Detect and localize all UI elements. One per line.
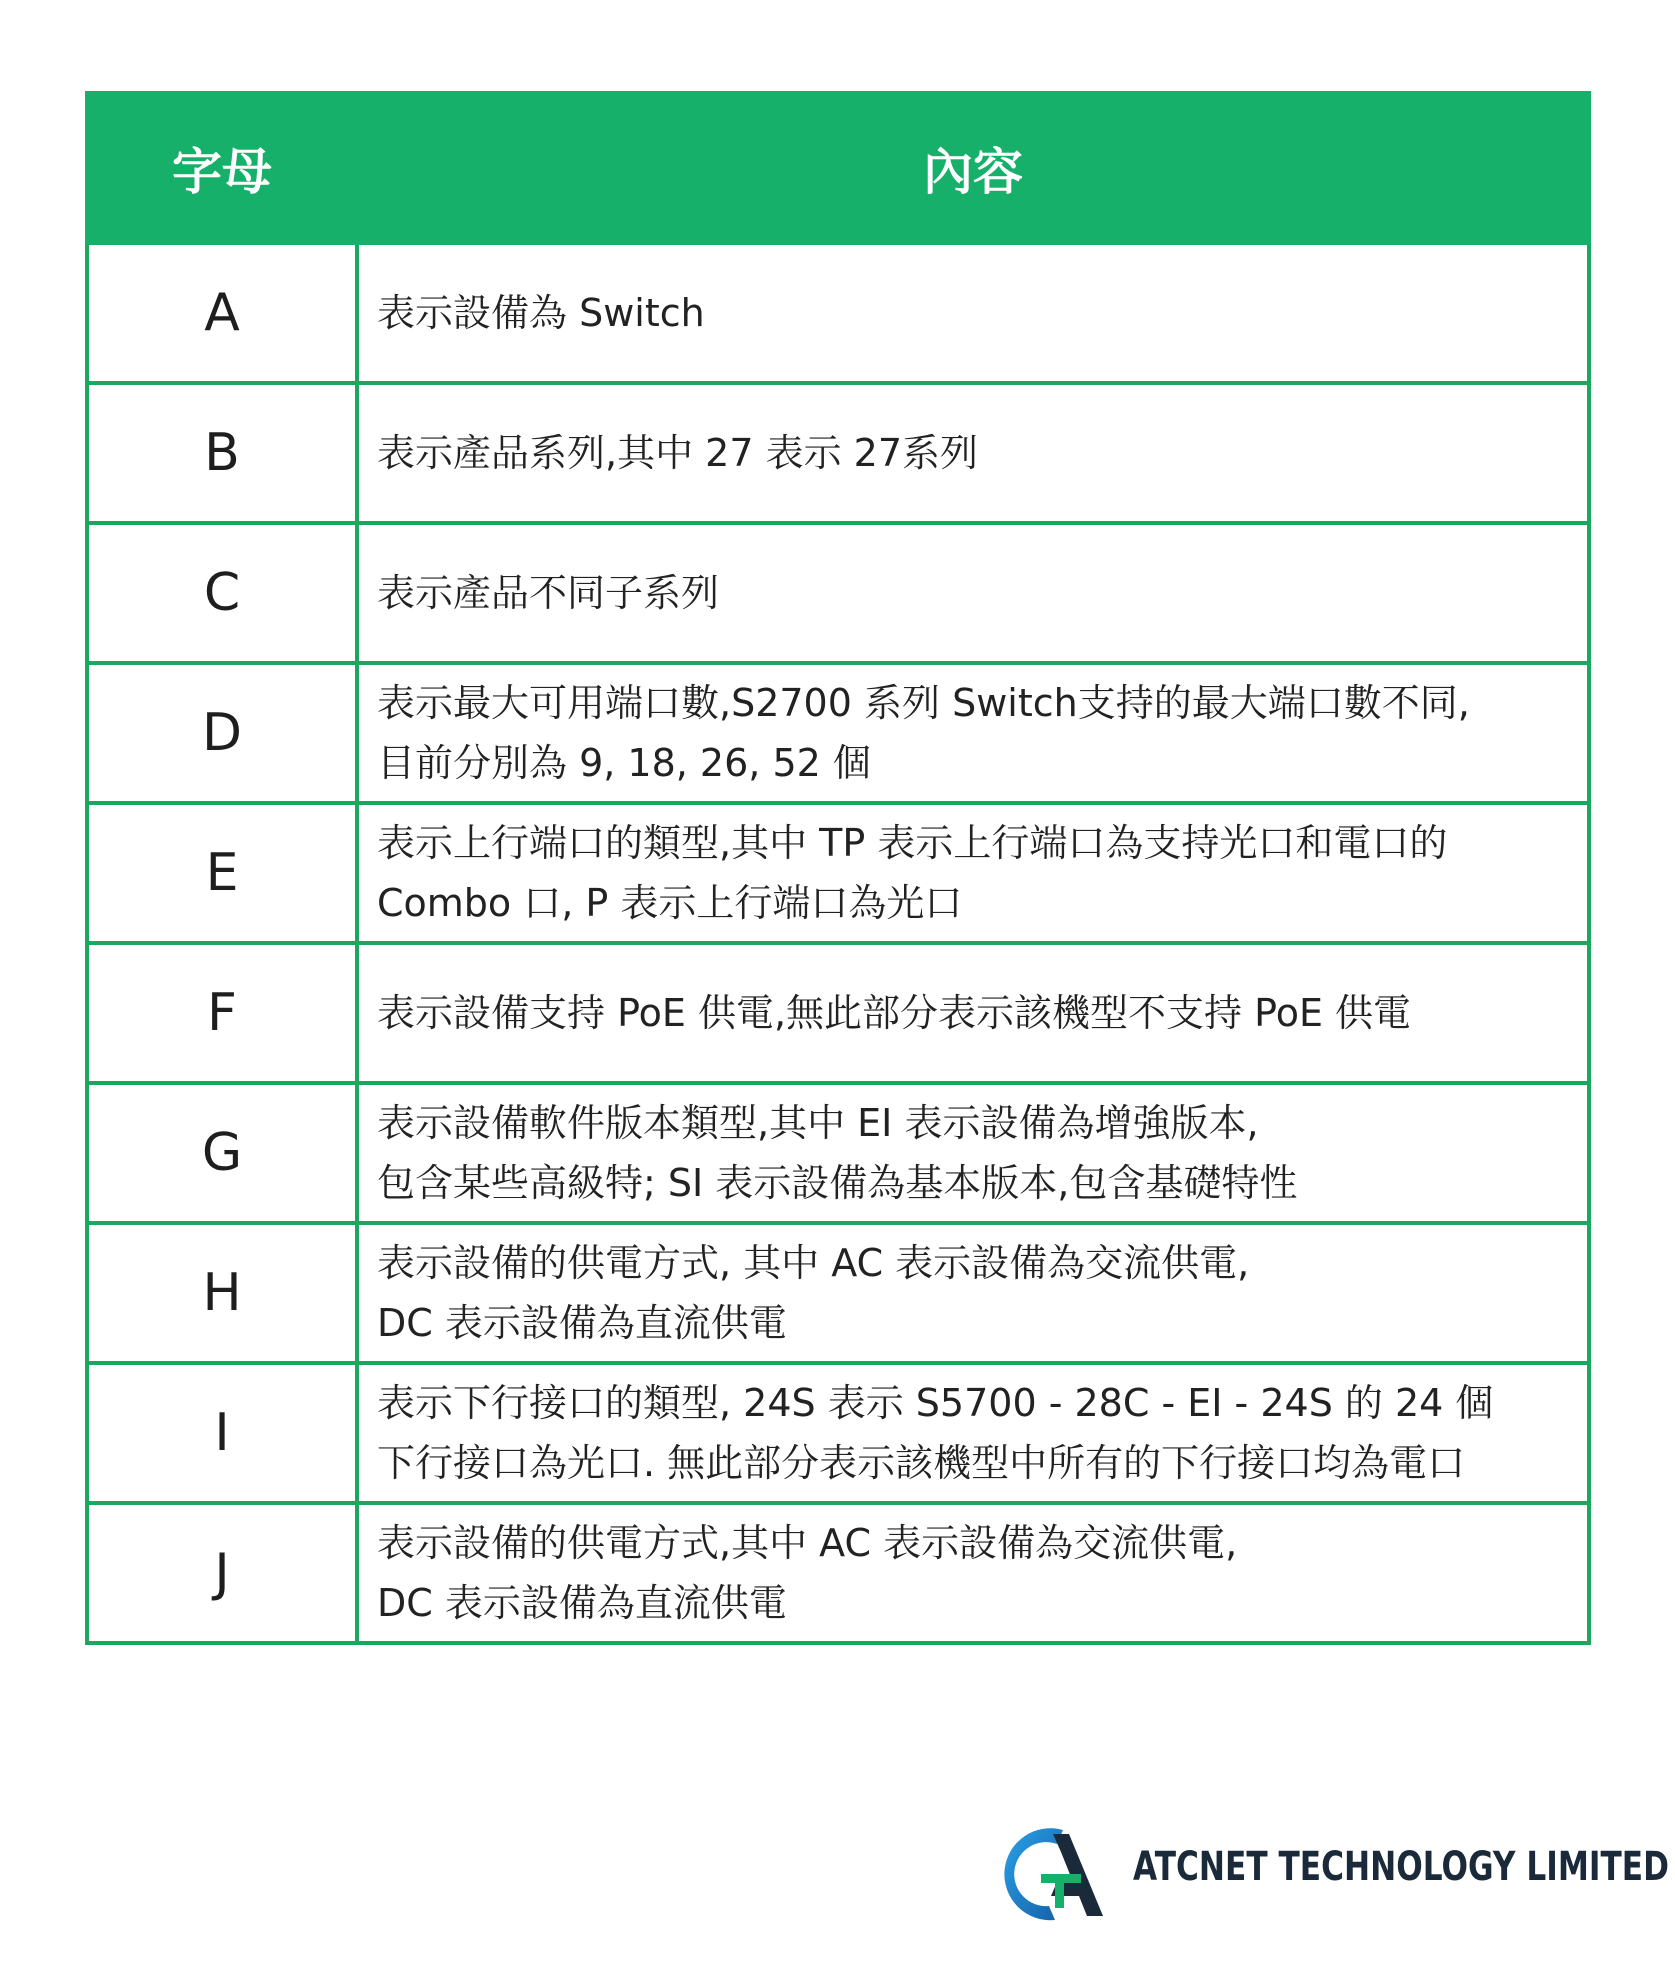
row-letter: F: [87, 943, 357, 1083]
row-content: [357, 943, 1589, 1083]
table-row: [87, 663, 1589, 803]
row-content-line: 表示產品系列,其中 27 表示 27系列: [377, 431, 979, 475]
row-content: [357, 1503, 1589, 1643]
row-content-line: 表示設備的供電方式, 其中 AC 表示設備為交流供電,: [377, 1241, 1250, 1285]
row-content: [357, 383, 1589, 523]
table-row: [87, 803, 1589, 943]
row-letter: J: [87, 1503, 357, 1643]
row-content: [357, 663, 1589, 803]
table-row: [87, 243, 1589, 383]
row-content: [357, 1223, 1589, 1363]
row-content: [357, 523, 1589, 663]
row-letter: C: [87, 523, 357, 663]
table-row: [87, 1223, 1589, 1363]
row-letter: A: [87, 243, 357, 383]
row-letter: B: [87, 383, 357, 523]
row-content-line: 表示設備軟件版本類型,其中 EI 表示設備為增強版本,: [377, 1101, 1259, 1145]
row-letter: E: [87, 803, 357, 943]
table-row: [87, 1503, 1589, 1643]
logo-text: ATCNET TECHNOLOGY LIMITED: [1133, 1844, 1670, 1890]
model-code-table: [85, 91, 1591, 1645]
row-content-line: 表示設備為 Switch: [377, 291, 705, 335]
table-row: [87, 523, 1589, 663]
row-content-line: 表示產品不同子系列: [377, 571, 720, 615]
table-row: [87, 943, 1589, 1083]
row-content-line: 表示設備的供電方式,其中 AC 表示設備為交流供電,: [377, 1521, 1238, 1565]
table-row: [87, 1083, 1589, 1223]
header-letter: 字母: [87, 93, 357, 243]
table-row: [87, 1363, 1589, 1503]
row-content: [357, 243, 1589, 383]
atcnet-logo-icon: [985, 1812, 1115, 1932]
row-content: [357, 1363, 1589, 1503]
row-content-line: Combo 口, P 表示上行端口為光口: [377, 881, 963, 925]
row-content-line: 表示上行端口的類型,其中 TP 表示上行端口為支持光口和電口的: [377, 821, 1448, 865]
company-logo: [985, 1812, 1670, 1932]
row-content-line: 目前分別為 9, 18, 26, 52 個: [377, 741, 871, 785]
row-letter: D: [87, 663, 357, 803]
row-content-line: 包含某些高級特; SI 表示設備為基本版本,包含基礎特性: [377, 1161, 1298, 1205]
row-content-line: 表示設備支持 PoE 供電,無此部分表示該機型不支持 PoE 供電: [377, 991, 1412, 1035]
header-content: 內容: [357, 93, 1589, 243]
row-content: [357, 1083, 1589, 1223]
row-letter: H: [87, 1223, 357, 1363]
row-letter: I: [87, 1363, 357, 1503]
row-content-line: 表示最大可用端口數,S2700 系列 Switch支持的最大端口數不同,: [377, 681, 1470, 725]
row-content-line: DC 表示設備為直流供電: [377, 1301, 787, 1345]
row-content-line: DC 表示設備為直流供電: [377, 1581, 787, 1625]
row-letter: G: [87, 1083, 357, 1223]
spec-table-container: [85, 91, 1587, 1645]
table-row: [87, 383, 1589, 523]
row-content-line: 表示下行接口的類型, 24S 表示 S5700 - 28C - EI - 24S 的 24 個: [377, 1381, 1494, 1425]
row-content-line: 下行接口為光口. 無此部分表示該機型中所有的下行接口均為電口: [377, 1441, 1466, 1485]
table-header-row: [87, 93, 1589, 243]
row-content: [357, 803, 1589, 943]
